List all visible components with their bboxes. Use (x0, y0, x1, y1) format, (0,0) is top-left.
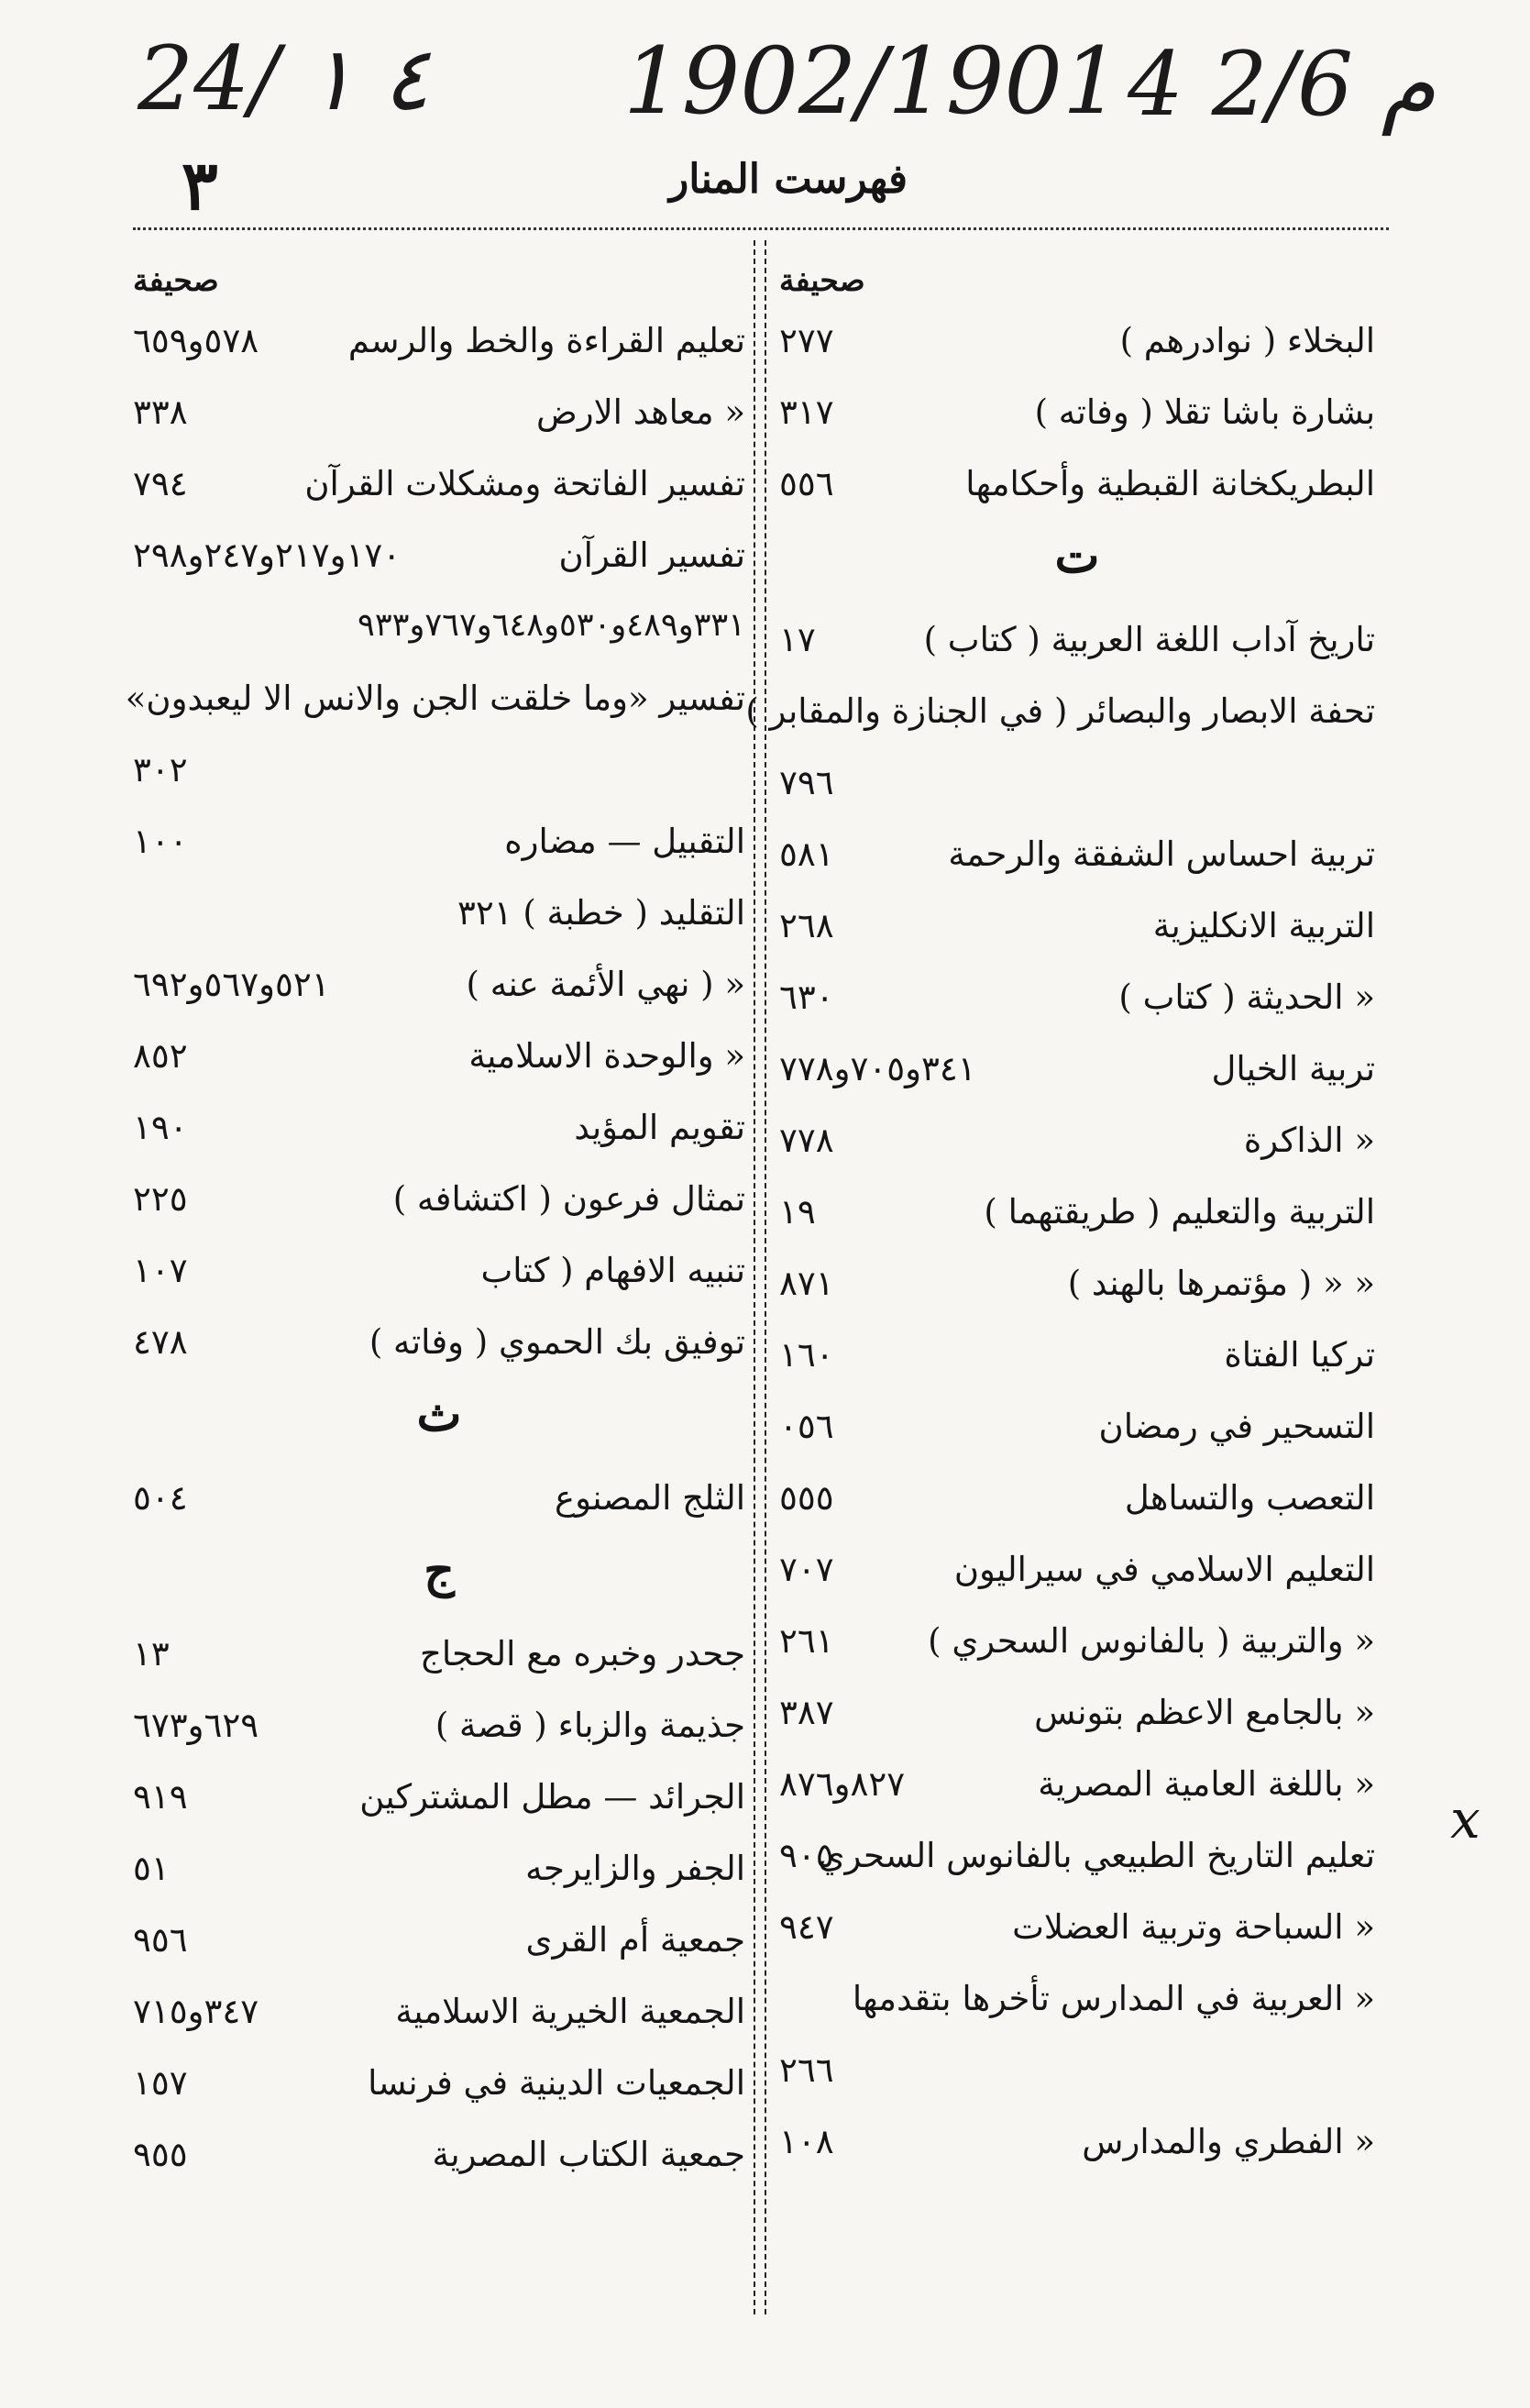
index-entry-pages: ٧٠٧ (779, 1550, 834, 1589)
index-entry-pages: ٢٦٨ (779, 906, 834, 945)
index-entry-row (779, 1251, 1375, 1322)
index-entry-pages: ١٧٠و٢١٧و٢٤٧و٢٩٨ (133, 536, 402, 575)
index-entry-title: الجمعيات الدينية في فرنسا (368, 2063, 745, 2103)
index-entry-pages: ٣٣٨ (133, 392, 188, 432)
index-entry-pages: ١٩ (779, 1192, 816, 1232)
index-column-left (125, 248, 745, 2320)
left-entries (125, 308, 745, 2193)
index-entry-pages: ٩٠٥ (779, 1836, 834, 1875)
index-entry-pages: ٧٩٦ (779, 763, 834, 802)
index-entry-pages: ١٠٧ (133, 1251, 188, 1290)
index-entry-pages: ١٩٠ (133, 1108, 188, 1147)
index-entry-pages: ٣٤٧و٧١٥ (133, 1992, 259, 2031)
index-entry-pages: ١٧ (779, 620, 816, 659)
index-entry-pages: ٧٩٤ (133, 464, 188, 503)
index-entry-row (125, 666, 745, 737)
index-entry-title: التربية الانكليزية (1152, 906, 1375, 945)
section-letter-row (133, 1381, 745, 1465)
index-entry-pages: ٨٥٢ (133, 1036, 188, 1076)
index-entry-row (133, 308, 745, 380)
index-entry-pages: ٨٧١ (779, 1264, 834, 1303)
index-entry-pages: ٩١٩ (133, 1777, 188, 1817)
index-entry-pages: ٩٥٦ (133, 1920, 188, 1960)
index-entry-row (779, 1108, 1375, 1179)
index-entry-row (133, 1095, 745, 1166)
index-entry-title: « ( نهي الأئمة عنه ) (466, 965, 745, 1004)
column-header-row (133, 248, 745, 308)
index-entry-row (133, 1836, 745, 1907)
index-entry-title: التسحير في رمضان (1098, 1407, 1375, 1446)
index-entry-row (779, 1537, 1375, 1608)
right-entries (745, 308, 1375, 2181)
index-entry-row (779, 750, 1375, 822)
index-entry-row (133, 2050, 745, 2122)
index-entry-pages: ٠٥٦ (779, 1407, 834, 1446)
index-entry-title: الثلج المصنوع (555, 1478, 745, 1518)
index-entry-pages: ١٠٠ (133, 822, 188, 861)
index-entry-pages: ٢٢٥ (133, 1179, 188, 1219)
index-entry-pages: ٢٧٧ (779, 321, 834, 360)
index-entry-title: تركيا الفتاة (1224, 1335, 1375, 1375)
index-entry-pages: ٥٧٨و٦٥٩ (133, 321, 259, 360)
handwritten-year-range: 1902/1901 (623, 28, 1121, 135)
index-entry-pages: ٤٧٨ (133, 1322, 188, 1362)
index-entry-title: تفسير «وما خلقت الجن والانس الا ليعبدون» (125, 679, 745, 718)
index-entry-pages: ٥١ (133, 1849, 170, 1888)
index-entry-row (779, 308, 1375, 380)
index-entry-row (133, 1621, 745, 1693)
index-entry-row (779, 1680, 1375, 1751)
index-entry-row (133, 1238, 745, 1309)
index-entry-title: « والتربية ( بالفانوس السحري ) (928, 1621, 1375, 1661)
section-letter: ج (424, 1542, 455, 1598)
index-entry-title: جحدر وخبره مع الحجاج (419, 1634, 745, 1673)
index-entry-row (779, 1608, 1375, 1680)
index-entry-pages: ٩٤٧ (779, 1907, 834, 1947)
section-letter: ث (416, 1386, 462, 1442)
page-numbers-continued: ٣٣١و٤٨٩و٥٣٠و٦٤٨و٧٦٧و٩٣٣ (358, 607, 745, 644)
index-entry-row (133, 1166, 745, 1238)
index-entry-title: تعليم القراءة والخط والرسم (347, 321, 745, 360)
index-entry-row (745, 679, 1375, 750)
index-entry-row (779, 1394, 1375, 1465)
index-entry-title: « الذاكرة (1243, 1121, 1375, 1160)
index-entry-title: البطريكخانة القبطية وأحكامها (965, 464, 1375, 503)
index-entry-pages: ٥٥٥ (779, 1478, 834, 1518)
index-entry-row (779, 1751, 1375, 1823)
index-entry-row (779, 451, 1375, 523)
index-entry-row (133, 1907, 745, 1979)
index-entry-title: تربية احساس الشفقة والرحمة (948, 834, 1375, 874)
section-letter-row (133, 1537, 745, 1621)
index-entry-pages: ٥٥٦ (779, 464, 834, 503)
index-entry-row (779, 822, 1375, 893)
index-entry-row (779, 2109, 1375, 2181)
running-title: فهرست المنار (669, 156, 908, 203)
index-entry-title: جمعية أم القرى (525, 1920, 745, 1960)
section-letter: ت (1054, 528, 1100, 584)
index-entry-title: التقليد ( خطبة ) ٣٢١ (457, 893, 745, 933)
index-entry-pages: ٦٣٠ (779, 978, 834, 1017)
index-entry-row (133, 523, 745, 594)
index-entry-row (133, 1979, 745, 2050)
index-entry-row (779, 893, 1375, 965)
index-entry-pages: ٥٨١ (779, 834, 834, 874)
index-entry-row (779, 2038, 1375, 2109)
header-rule (133, 227, 1389, 230)
index-entry-row (779, 607, 1375, 679)
index-entry-title: تنبيه الافهام ( كتاب (480, 1251, 745, 1290)
index-entry-pages: ٦٢٩و٦٧٣ (133, 1706, 259, 1745)
index-entry-pages: ١٣ (133, 1634, 170, 1673)
index-entry-title: الجرائد — مطل المشتركين (359, 1777, 745, 1817)
index-entry-pages: ٣٠٢ (133, 750, 188, 790)
index-entry-row (779, 1036, 1375, 1108)
column-header: صحيفة (133, 262, 219, 298)
index-entry-title: « السباحة وتربية العضلات (1012, 1907, 1375, 1947)
index-entry-title: « باللغة العامية المصرية (1038, 1764, 1375, 1804)
index-entry-row (779, 1894, 1375, 1966)
index-entry-pages: ٣٤١و٧٠٥و٧٧٨ (779, 1049, 976, 1088)
index-entry-title: تفسير القرآن (558, 536, 745, 575)
index-entry-row (779, 1322, 1375, 1394)
page-number: ٣ (182, 147, 218, 226)
index-continuation-row (133, 594, 745, 666)
index-entry-row (779, 1966, 1375, 2038)
index-entry-row (133, 2122, 745, 2193)
section-letter-row (779, 523, 1375, 607)
index-entry-title: « معاهد الارض (535, 392, 745, 432)
index-entry-row (133, 809, 745, 880)
index-entry-row (779, 965, 1375, 1036)
index-entry-title: الجفر والزايرجه (525, 1849, 745, 1888)
index-entry-row (779, 380, 1375, 451)
index-entry-row (133, 952, 745, 1023)
index-entry-row (133, 880, 745, 952)
index-entry-title: التربية والتعليم ( طريقتهما ) (984, 1192, 1375, 1232)
column-header-row (779, 248, 1375, 308)
index-entry-title: التقبيل — مضاره (504, 822, 745, 861)
index-entry-row (779, 1465, 1375, 1537)
index-column-right (745, 248, 1375, 2320)
index-entry-pages: ٩٥٥ (133, 2135, 188, 2174)
index-entry-title: تاريخ آداب اللغة العربية ( كتاب ) (923, 620, 1375, 659)
index-entry-title: تقويم المؤيد (574, 1108, 745, 1147)
index-entry-row (133, 1465, 745, 1537)
index-entry-pages: ٧٧٨ (779, 1121, 834, 1160)
index-entry-title: « الحديثة ( كتاب ) (1118, 978, 1375, 1017)
index-entry-pages: ٥٠٤ (133, 1478, 188, 1518)
index-entry-title: « العربية في المدارس تأخرها بتقدمها (852, 1979, 1375, 2018)
column-divider (754, 240, 766, 2314)
index-entry-row (133, 1309, 745, 1381)
index-entry-title: بشارة باشا تقلا ( وفاته ) (1034, 392, 1375, 432)
index-entry-pages: ٢٦٦ (779, 2050, 834, 2090)
index-entry-row (779, 1823, 1375, 1894)
index-entry-row (779, 1179, 1375, 1251)
index-entry-title: تمثال فرعون ( اكتشافه ) (392, 1179, 745, 1219)
index-entry-title: توفيق بك الحموي ( وفاته ) (369, 1322, 745, 1362)
column-header: صحيفة (779, 262, 865, 298)
index-entry-pages: ٥٢١و٥٦٧و٦٩٢ (133, 965, 330, 1004)
index-entry-row (133, 380, 745, 451)
index-entry-title: « بالجامع الاعظم بتونس (1034, 1693, 1375, 1732)
index-entry-pages: ٣١٧ (779, 392, 834, 432)
index-entry-title: « الفطري والمدارس (1082, 2122, 1375, 2161)
index-entry-pages: ٢٦١ (779, 1621, 834, 1661)
index-entry-title: التعليم الاسلامي في سيراليون (953, 1550, 1375, 1589)
index-entry-pages: ١٠٨ (779, 2122, 834, 2161)
index-entry-row (133, 1023, 745, 1095)
handwritten-volume-note: 4 م 2/6 (1128, 33, 1436, 136)
index-entry-pages: ١٥٧ (133, 2063, 188, 2103)
index-entry-title: « « ( مؤتمرها بالهند ) (1067, 1264, 1375, 1303)
index-entry-title: تفسير الفاتحة ومشكلات القرآن (304, 464, 745, 503)
index-entry-pages: ٨٢٧و٨٧٦ (779, 1764, 906, 1804)
index-entry-title: الجمعية الخيرية الاسلامية (395, 1992, 745, 2031)
index-entry-title: تعليم التاريخ الطبيعي بالفانوس السحري (818, 1836, 1375, 1875)
handwritten-date-hijri: 24/ ٤ ١ (138, 28, 430, 130)
index-entry-title: تحفة الابصار والبصائر ( في الجنازة والمقابر ) (745, 691, 1375, 731)
index-entry-title: البخلاء ( نوادرهم ) (1119, 321, 1375, 360)
index-entry-title: جذيمة والزباء ( قصة ) (435, 1706, 745, 1745)
index-entry-row (133, 737, 745, 809)
index-entry-pages: ١٦٠ (779, 1335, 834, 1375)
margin-mark: x (1450, 1788, 1480, 1850)
index-entry-row (133, 1764, 745, 1836)
index-entry-title: تربية الخيال (1211, 1049, 1375, 1088)
index-entry-title: « والوحدة الاسلامية (468, 1036, 745, 1076)
index-entry-row (133, 1693, 745, 1764)
index-entry-title: التعصب والتساهل (1124, 1478, 1375, 1518)
index-entry-pages: ٣٨٧ (779, 1693, 834, 1732)
index-entry-row (133, 451, 745, 523)
index-entry-title: جمعية الكتاب المصرية (432, 2135, 745, 2174)
